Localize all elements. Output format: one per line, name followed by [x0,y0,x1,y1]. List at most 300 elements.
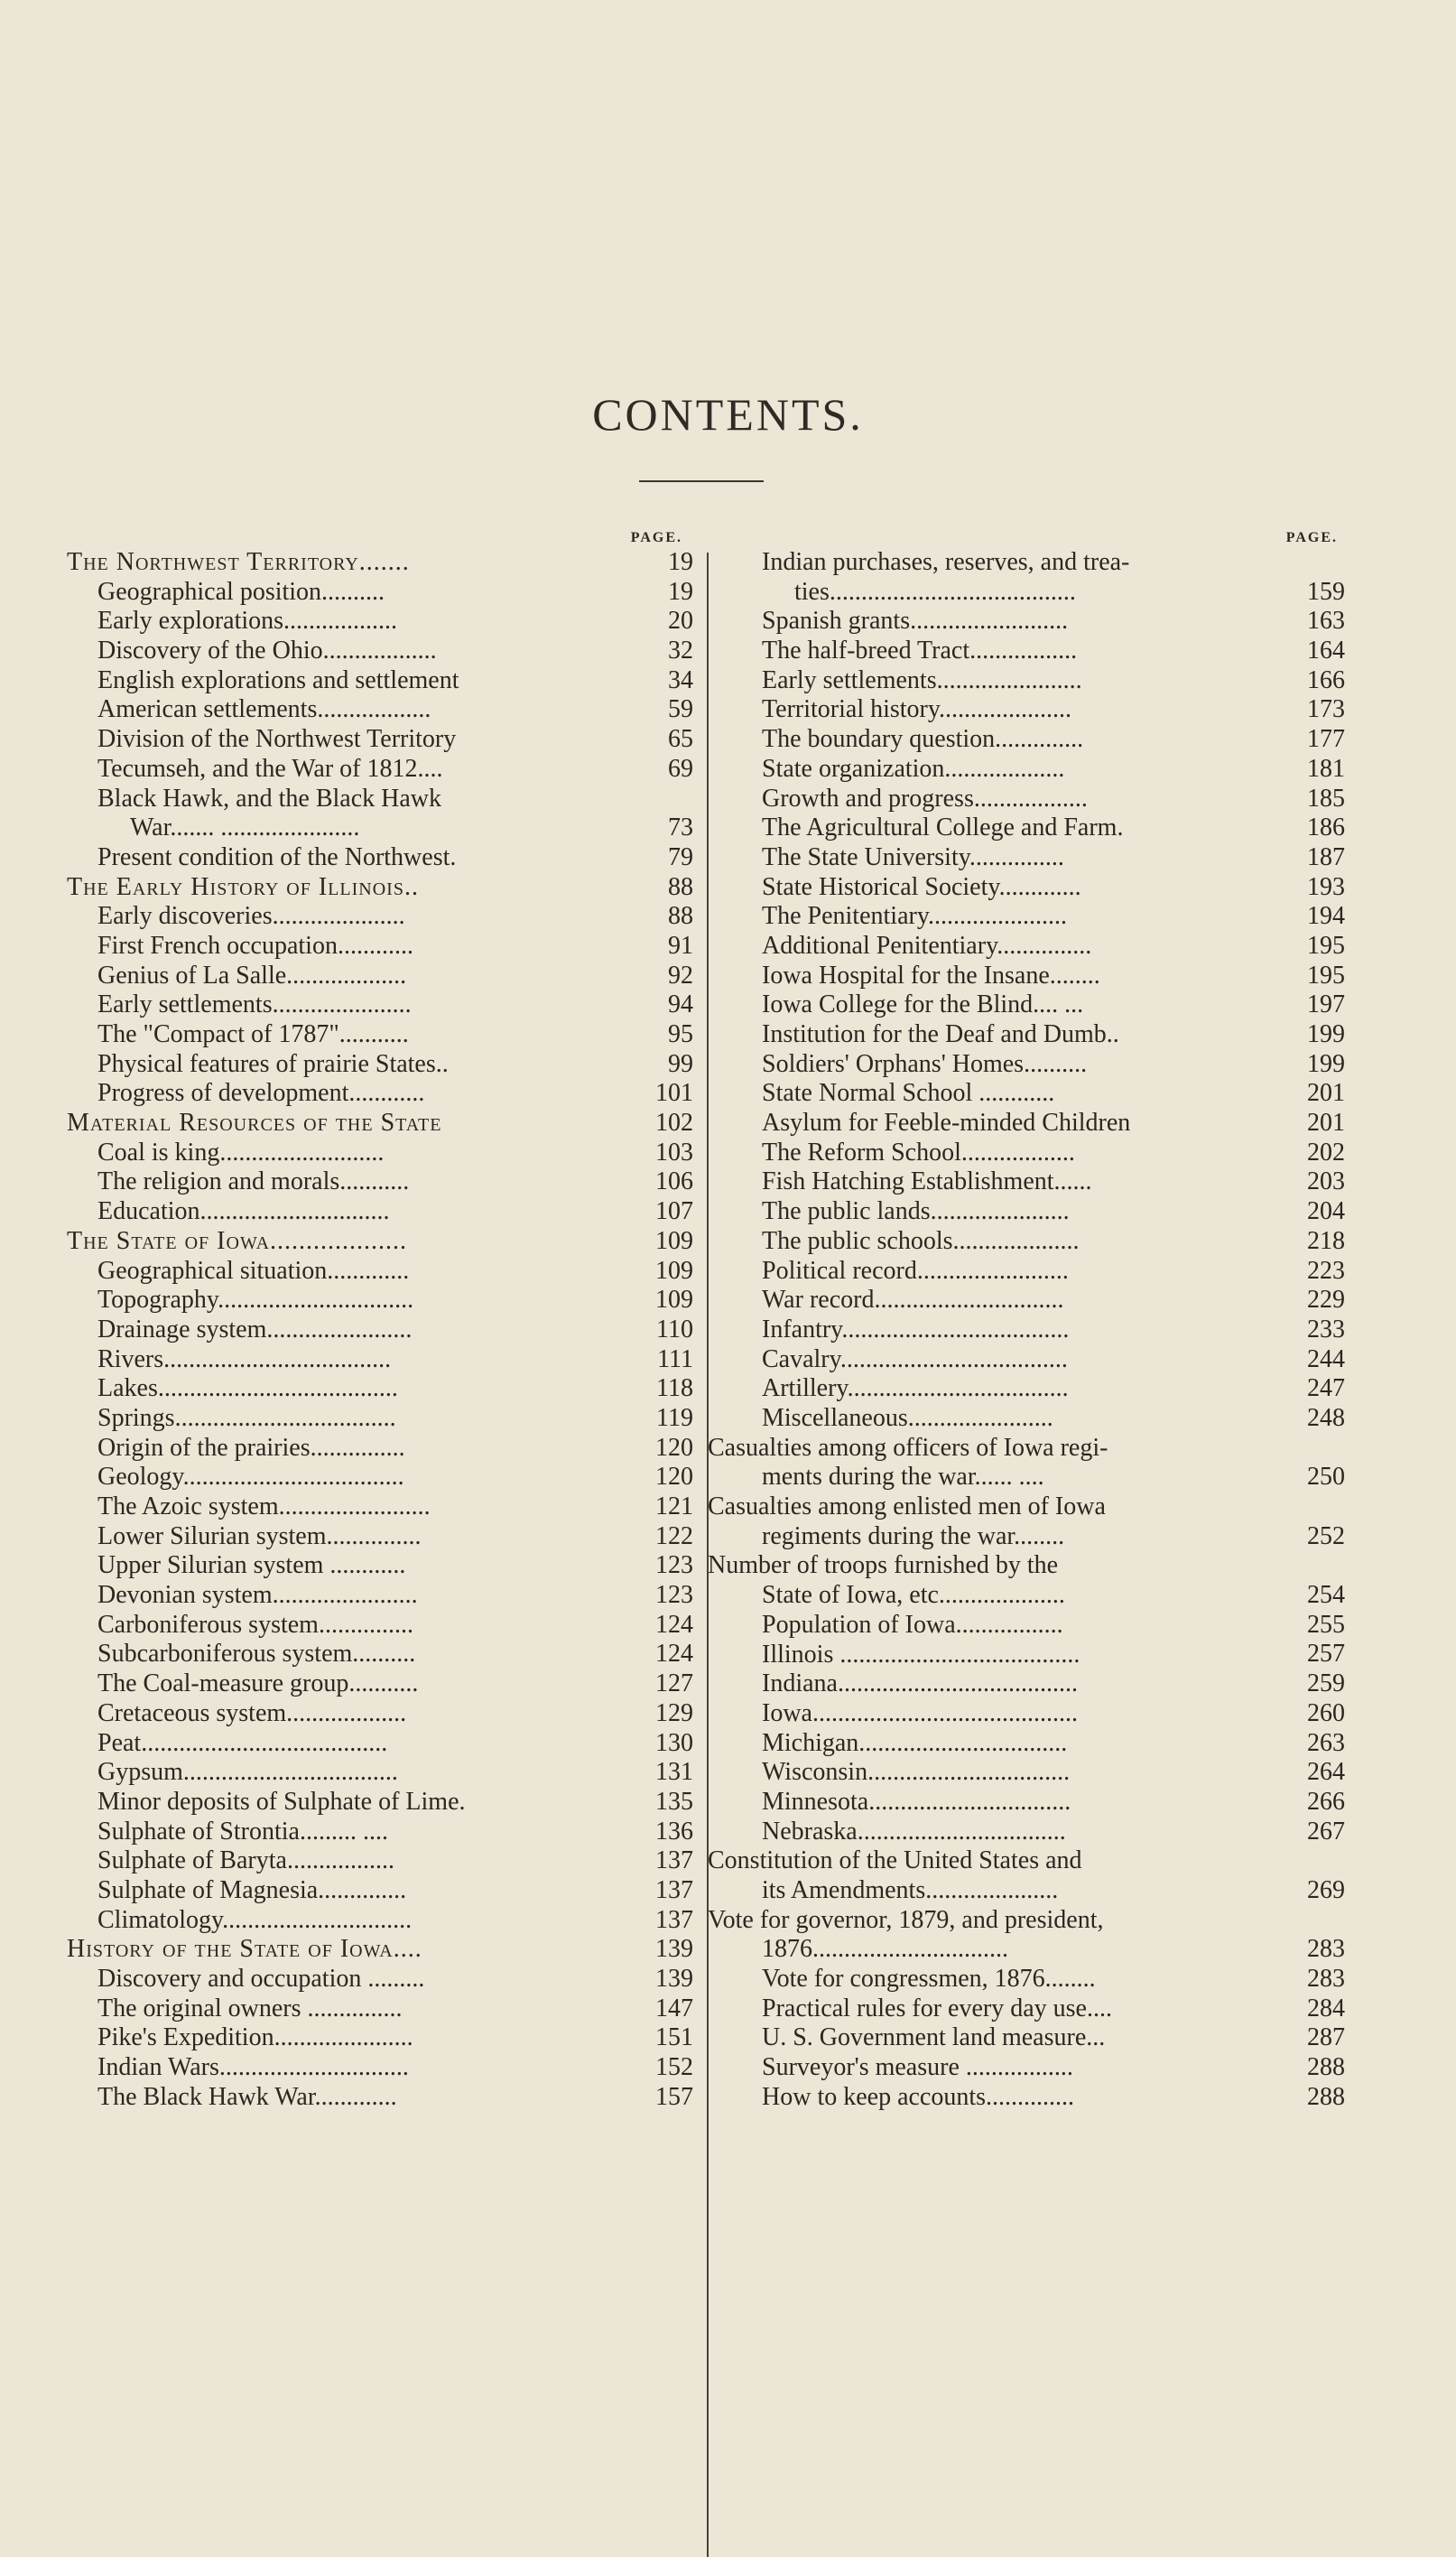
toc-entry-title: Discovery and occupation ......... [97,1965,425,1994]
toc-entry-title: Geographical situation............. [97,1256,410,1285]
toc-entry [67,1020,693,1050]
toc-entry-title: U. S. Government land measure... [762,2023,1106,2052]
toc-entry-title: Nebraska................................. [762,1817,1066,1846]
toc-entry-title: State Normal School ............ [762,1079,1055,1108]
toc-entry [731,843,1345,873]
toc-entry-title: Springs................................... [97,1403,396,1432]
toc-entry [67,1581,693,1611]
toc-entry-page-number: 19 [668,577,693,606]
toc-entry-title [708,1492,1106,1551]
toc-entry-page-number: 159 [1307,577,1345,606]
toc-entry [731,1139,1345,1168]
toc-entry-title: Illinois ...................................... [762,1640,1080,1669]
toc-entry-title: Devonian system....................... [97,1581,418,1610]
toc-entry-title: Wisconsin................................ [762,1758,1071,1787]
toc-entry [731,1994,1345,2024]
toc-entry [67,1463,693,1492]
toc-entry-title: Material Resources of the State [67,1109,442,1138]
toc-entry [67,872,693,903]
toc-entry-page-number: 164 [1307,637,1345,665]
toc-entry [67,842,693,873]
toc-entry-title-line1: Vote for governor, 1879, and president, [708,1905,1104,1934]
toc-entry-title: Iowa College for the Blind.... ... [762,990,1084,1019]
toc-entry-title: Rivers.................................... [97,1344,392,1373]
toc-entry-page-number: 195 [1307,931,1345,960]
toc-entry-title-line2: 1876............................... [762,1935,1008,1964]
toc-entry-page-number: 139 [655,1965,693,1993]
toc-entry-title: Indiana...................................... [762,1669,1078,1698]
toc-entry [67,2053,693,2083]
toc-entry [731,1699,1345,1729]
toc-entry-title: State Historical Society............. [762,872,1081,901]
toc-entry [67,931,693,962]
toc-entry-page-number: 130 [655,1728,693,1757]
toc-entry-page-number: 166 [1307,665,1345,694]
toc-entry [67,1965,693,1994]
toc-entry-title: Early settlements....................... [762,665,1082,694]
toc-entry-page-number: 88 [668,872,693,901]
toc-entry-page-number: 127 [655,1669,693,1698]
left-column [67,528,693,2112]
toc-entry [731,1404,1345,1434]
toc-entry [731,1109,1345,1139]
toc-entry [731,1611,1345,1641]
toc-entry [67,1492,693,1522]
toc-entry-title: Asylum for Feeble-minded Children [762,1109,1131,1138]
toc-entry-title: Surveyor's measure ................. [762,2053,1073,2082]
toc-entry-title: Tecumseh, and the War of 1812.... [97,754,443,783]
toc-entry [67,1374,693,1404]
toc-entry-title: Practical rules for every day use.... [762,1994,1112,2022]
toc-entry [731,1345,1345,1375]
toc-entry-title: Topography............................... [97,1286,414,1315]
toc-entry-title: The Early History of Illinois.. [67,872,419,901]
toc-entry-title: Climatology.............................. [97,1905,413,1934]
toc-entry-title: The boundary question.............. [762,725,1084,754]
toc-entry-page-number: 139 [655,1935,693,1964]
toc-entry-page-number: 218 [1307,1226,1345,1255]
toc-entry-title: Pike's Expedition...................... [97,2023,413,2052]
toc-entry [67,547,693,578]
toc-entry-title: Minor deposits of Sulphate of Lime. [97,1787,466,1816]
toc-entry-page-number: 123 [655,1551,693,1580]
toc-entry-page-number: 92 [668,961,693,990]
toc-entry-page-number: 121 [655,1492,693,1520]
toc-entry [708,1905,1345,1965]
toc-entry [731,755,1345,785]
toc-entry [731,962,1345,991]
toc-entry [731,637,1345,666]
toc-entry [731,1050,1345,1080]
toc-entry-page-number: 120 [655,1463,693,1492]
toc-entry [67,1698,693,1729]
toc-entry [731,873,1345,903]
toc-entry-title: Additional Penitentiary............... [762,931,1092,960]
toc-entry-page-number: 250 [1307,1463,1345,1492]
toc-entry-page-number: 109 [655,1286,693,1315]
left-entries-list [67,547,693,2112]
toc-entry [731,1965,1345,1994]
toc-entry-page-number: 106 [655,1167,693,1196]
toc-entry [67,2082,693,2113]
toc-entry-page-number: 194 [1307,902,1345,931]
toc-entry [731,695,1345,725]
toc-entry-title: Subcarboniferous system.......... [97,1640,416,1669]
toc-entry-title: Cretaceous system................... [97,1698,407,1727]
toc-entry-page-number: 123 [655,1581,693,1610]
toc-entry-title: English explorations and settlement [97,665,459,694]
toc-entry-title: Miscellaneous....................... [762,1403,1053,1432]
toc-entry [67,1403,693,1434]
toc-entry-page-number: 223 [1307,1256,1345,1285]
toc-entry-page-number: 34 [668,665,693,694]
toc-entry-title: The original owners ............... [97,1994,403,2022]
toc-entry-page-number: 19 [668,547,693,576]
toc-entry-page-number: 199 [1307,1049,1345,1078]
toc-entry-page-number: 288 [1307,2053,1345,2082]
toc-entry [731,1227,1345,1257]
toc-entry [731,1641,1345,1670]
toc-entry [731,1788,1345,1818]
toc-entry-title: Gypsum.................................. [97,1758,398,1787]
toc-entry-title: Artillery................................... [762,1374,1069,1403]
toc-entry-title: American settlements.................. [97,695,431,724]
toc-entry-title: Minnesota................................ [762,1787,1071,1816]
toc-entry-page-number: 120 [655,1433,693,1462]
toc-entry-page-number: 73 [668,814,693,842]
toc-entry-page-number: 269 [1307,1876,1345,1904]
toc-entry-title: Drainage system....................... [97,1315,413,1344]
right-entries-list [708,548,1345,2113]
toc-entry [67,695,693,725]
toc-entry [708,1433,1345,1492]
toc-entry [731,1167,1345,1197]
toc-entry-title: Iowa Hospital for the Insane........ [762,961,1100,990]
toc-entry-page-number: 119 [656,1403,693,1432]
toc-entry-page-number: 137 [655,1875,693,1904]
toc-entry-page-number: 199 [1307,1020,1345,1048]
toc-entry [731,1729,1345,1759]
toc-entry-page-number: 229 [1307,1286,1345,1315]
toc-entry-title: Indian Wars.............................. [97,2053,409,2082]
toc-entry-title: History of the State of Iowa.... [67,1935,422,1964]
toc-entry [731,814,1345,843]
toc-entry-page-number: 147 [655,1994,693,2022]
toc-entry-title: The Azoic system........................ [97,1492,431,1521]
toc-entry-title: Growth and progress.................. [762,784,1088,813]
toc-entry-title: Iowa.......................................... [762,1698,1078,1727]
toc-entry-page-number: 193 [1307,872,1345,901]
toc-entry-page-number: 122 [655,1521,693,1550]
toc-entry-page-number: 264 [1307,1758,1345,1787]
toc-entry [67,1138,693,1168]
toc-entry-page-number: 187 [1307,842,1345,871]
toc-entry-page-number: 195 [1307,961,1345,990]
toc-entry-title: Coal is king.......................... [97,1138,385,1167]
toc-entry [67,1994,693,2024]
toc-entry-title: Early explorations.................. [97,607,398,636]
toc-entry-title-line1: Casualties among officers of Iowa regi- [708,1433,1108,1462]
toc-entry-page-number: 248 [1307,1403,1345,1432]
toc-entry [731,1286,1345,1316]
toc-entry [67,607,693,637]
toc-entry-title: Fish Hatching Establishment...... [762,1167,1092,1196]
toc-entry [67,1344,693,1375]
toc-entry-title: Sulphate of Magnesia.............. [97,1875,407,1904]
toc-entry-title-line2: War....... ...................... [130,814,360,842]
toc-entry-title: Infantry.................................... [762,1315,1070,1344]
toc-entry-title: The State of Iowa................... [67,1226,408,1255]
toc-entry [67,1521,693,1552]
toc-entry-title: Soldiers' Orphans' Homes.......... [762,1049,1088,1078]
toc-entry [731,1374,1345,1404]
toc-entry-page-number: 94 [668,990,693,1019]
toc-entry [67,637,693,666]
toc-entry [731,1669,1345,1699]
toc-entry-page-number: 288 [1307,2082,1345,2111]
toc-entry-title: The Penitentiary...................... [762,902,1068,931]
toc-entry [67,1640,693,1669]
toc-entry-page-number: 137 [655,1905,693,1934]
toc-entry-title-line2: regiments during the war........ [762,1521,1065,1550]
toc-entry-page-number: 283 [1307,1965,1345,1994]
toc-entry-page-number: 177 [1307,725,1345,754]
toc-entry-page-number: 257 [1307,1640,1345,1669]
toc-entry [67,902,693,932]
toc-entry [67,961,693,991]
toc-entry [731,902,1345,932]
toc-entry [67,1846,693,1876]
toc-entry-page-number: 136 [655,1817,693,1846]
toc-entry-page-number: 107 [655,1197,693,1226]
toc-entry-title-line2: ments during the war...... .... [762,1463,1044,1492]
toc-entry [67,1256,693,1287]
toc-entry-title: War record.............................. [762,1286,1064,1315]
toc-entry-title [762,548,1129,607]
toc-entry-title: Peat....................................... [97,1728,388,1757]
toc-entry-page-number: 201 [1307,1079,1345,1108]
toc-entry-title: The State University............... [762,842,1064,871]
toc-entry [67,1787,693,1818]
toc-entry-page-number: 197 [1307,990,1345,1019]
toc-entry-page-number: 101 [655,1079,693,1108]
toc-entry-page-number: 111 [657,1344,693,1373]
toc-entry-title [708,1434,1108,1492]
toc-entry-page-number: 137 [655,1846,693,1875]
toc-entry-title-line1: Number of troops furnished by the [708,1551,1059,1580]
toc-entry-title: The "Compact of 1787"........... [97,1020,409,1049]
toc-entry-page-number: 255 [1307,1610,1345,1639]
toc-entry-title: The Reform School.................. [762,1138,1075,1167]
toc-entry-title: The public lands...................... [762,1197,1070,1226]
toc-entry-title: First French occupation............ [97,931,413,960]
toc-entry-title: Education.............................. [97,1197,390,1226]
toc-entry [67,1551,693,1581]
toc-entry-page-number: 260 [1307,1698,1345,1727]
toc-entry [67,1197,693,1227]
toc-entry-page-number: 79 [668,842,693,871]
toc-entry-page-number: 152 [655,2053,693,2082]
toc-entry [67,754,693,785]
toc-entry [731,1316,1345,1345]
toc-entry-page-number: 118 [656,1374,693,1403]
toc-entry-page-number: 124 [655,1640,693,1669]
toc-entry [731,785,1345,814]
toc-entry-page-number: 131 [655,1758,693,1787]
toc-entry [731,1197,1345,1227]
toc-entry-page-number: 88 [668,902,693,931]
toc-entry [731,725,1345,755]
toc-entry [731,1257,1345,1287]
toc-entry [67,665,693,696]
toc-entry [67,990,693,1020]
toc-entry-title: Sulphate of Baryta................. [97,1846,394,1875]
toc-entry [67,577,693,608]
toc-entry-title: Discovery of the Ohio.................. [97,637,437,665]
toc-entry-page-number: 135 [655,1787,693,1816]
toc-entry [67,1109,693,1139]
toc-entry-title [708,1906,1103,1965]
toc-entry-page-number: 173 [1307,695,1345,724]
toc-entry-page-number: 201 [1307,1109,1345,1138]
toc-entry-title: Carboniferous system............... [97,1610,413,1639]
toc-entry-title: Population of Iowa................. [762,1610,1063,1639]
toc-entry [67,2023,693,2053]
toc-entry [708,1551,1345,1610]
toc-entry-title-line1: Indian purchases, reserves, and trea- [762,548,1130,576]
toc-entry-page-number: 59 [668,695,693,724]
toc-entry-page-number: 151 [655,2023,693,2052]
toc-entry [731,666,1345,696]
toc-entry-page-number: 32 [668,637,693,665]
toc-entry-page-number: 91 [668,931,693,960]
toc-entry-title [708,1551,1065,1610]
toc-entry-title: The Coal-measure group........... [97,1669,419,1698]
toc-entry-title: The Black Hawk War............. [97,2082,397,2111]
toc-entry [731,2083,1345,2113]
toc-entry-page-number: 283 [1307,1935,1345,1964]
right-column [708,528,1345,2113]
toc-entry-title: Geology................................... [97,1463,404,1492]
toc-entry-title: Territorial history..................... [762,695,1072,724]
toc-entry [731,548,1345,607]
toc-entry-page-number: 252 [1307,1521,1345,1550]
toc-entry-title: State organization................... [762,754,1065,783]
toc-entry-title: Spanish grants......................... [762,607,1069,636]
toc-entry [67,1875,693,1906]
toc-entry [708,1492,1345,1551]
toc-entry-title: Upper Silurian system ............ [97,1551,406,1580]
toc-entry-title-line1: Constitution of the United States and [708,1846,1082,1875]
toc-entry-title [97,785,441,843]
toc-entry-title-line2: its Amendments..................... [762,1876,1059,1905]
toc-entry-title: Early settlements...................... [97,990,412,1019]
toc-entry-title-line2: ties....................................... [794,577,1076,606]
page-title: CONTENTS. [592,389,864,440]
toc-entry [708,1846,1345,1905]
toc-entry-page-number: 181 [1307,754,1345,783]
toc-entry-page-number: 247 [1307,1374,1345,1403]
toc-entry-page-number: 163 [1307,607,1345,636]
toc-entry [67,1226,693,1257]
toc-entry-page-number: 287 [1307,2023,1345,2052]
toc-entry-page-number: 95 [668,1020,693,1048]
toc-entry [67,1433,693,1464]
toc-entry-page-number: 20 [668,607,693,636]
toc-entry [67,1286,693,1316]
toc-entry-page-number: 157 [655,2082,693,2111]
toc-entry-title: Origin of the prairies............... [97,1433,405,1462]
toc-entry [731,1818,1345,1847]
toc-entry-title: Geographical position.......... [97,577,385,606]
toc-entry-page-number: 203 [1307,1167,1345,1196]
toc-entry-page-number: 109 [655,1226,693,1255]
toc-entry-title: The Agricultural College and Farm. [762,814,1124,842]
toc-entry [67,1728,693,1759]
toc-entry-title: Institution for the Deaf and Dumb.. [762,1020,1119,1049]
toc-entry [67,1167,693,1197]
toc-entry-page-number: 266 [1307,1787,1345,1816]
toc-entry-page-number: 103 [655,1138,693,1167]
toc-entry-title: Michigan................................. [762,1728,1068,1757]
toc-entry-title: Present condition of the Northwest. [97,842,457,871]
toc-entry-page-number: 186 [1307,814,1345,842]
toc-entry-title: Cavalry.................................... [762,1344,1068,1373]
toc-entry-title: Vote for congressmen, 1876........ [762,1965,1096,1994]
toc-entry-page-number: 102 [655,1109,693,1138]
toc-entry-page-number: 124 [655,1610,693,1639]
page-column-label: PAGE. [630,530,682,545]
toc-entry [731,2023,1345,2053]
toc-entry [67,1935,693,1965]
toc-entry [731,1079,1345,1109]
toc-entry-page-number: 259 [1307,1669,1345,1698]
toc-entry-page-number: 284 [1307,1994,1345,2022]
toc-entry-page-number: 109 [655,1256,693,1285]
toc-entry-title: Progress of development............ [97,1079,425,1108]
toc-entry-title: Lower Silurian system............... [97,1521,422,1550]
toc-entry-page-number: 65 [668,725,693,754]
toc-entry-title: How to keep accounts.............. [762,2082,1075,2111]
toc-entry [67,1905,693,1936]
toc-entry-title: The Northwest Territory....... [67,548,410,576]
toc-entry-title-line1: Black Hawk, and the Black Hawk [97,784,441,813]
toc-entry [67,784,693,843]
toc-entry [731,607,1345,637]
title-rule [639,480,764,482]
toc-entry-title: Lakes...................................... [97,1374,398,1403]
toc-entry-page-number: 185 [1307,784,1345,813]
toc-entry [67,1079,693,1109]
toc-entry [731,1758,1345,1788]
toc-entry [67,1049,693,1080]
toc-entry-title: Political record........................ [762,1256,1069,1285]
toc-entry-title: Early discoveries..................... [97,902,405,931]
toc-entry [731,932,1345,962]
toc-entry-page-number: 204 [1307,1197,1345,1226]
toc-entry-page-number: 263 [1307,1728,1345,1757]
toc-entry-title: Physical features of prairie States.. [97,1049,449,1078]
toc-entry-title: Genius of La Salle................... [97,961,407,990]
toc-entry-page-number: 69 [668,754,693,783]
toc-entry-page-number: 233 [1307,1315,1345,1344]
toc-entry-title: The public schools.................... [762,1226,1080,1255]
toc-entry [731,1020,1345,1050]
toc-entry [67,1315,693,1345]
toc-entry-page-number: 244 [1307,1344,1345,1373]
toc-entry [731,2053,1345,2083]
toc-entry-page-number: 99 [668,1049,693,1078]
